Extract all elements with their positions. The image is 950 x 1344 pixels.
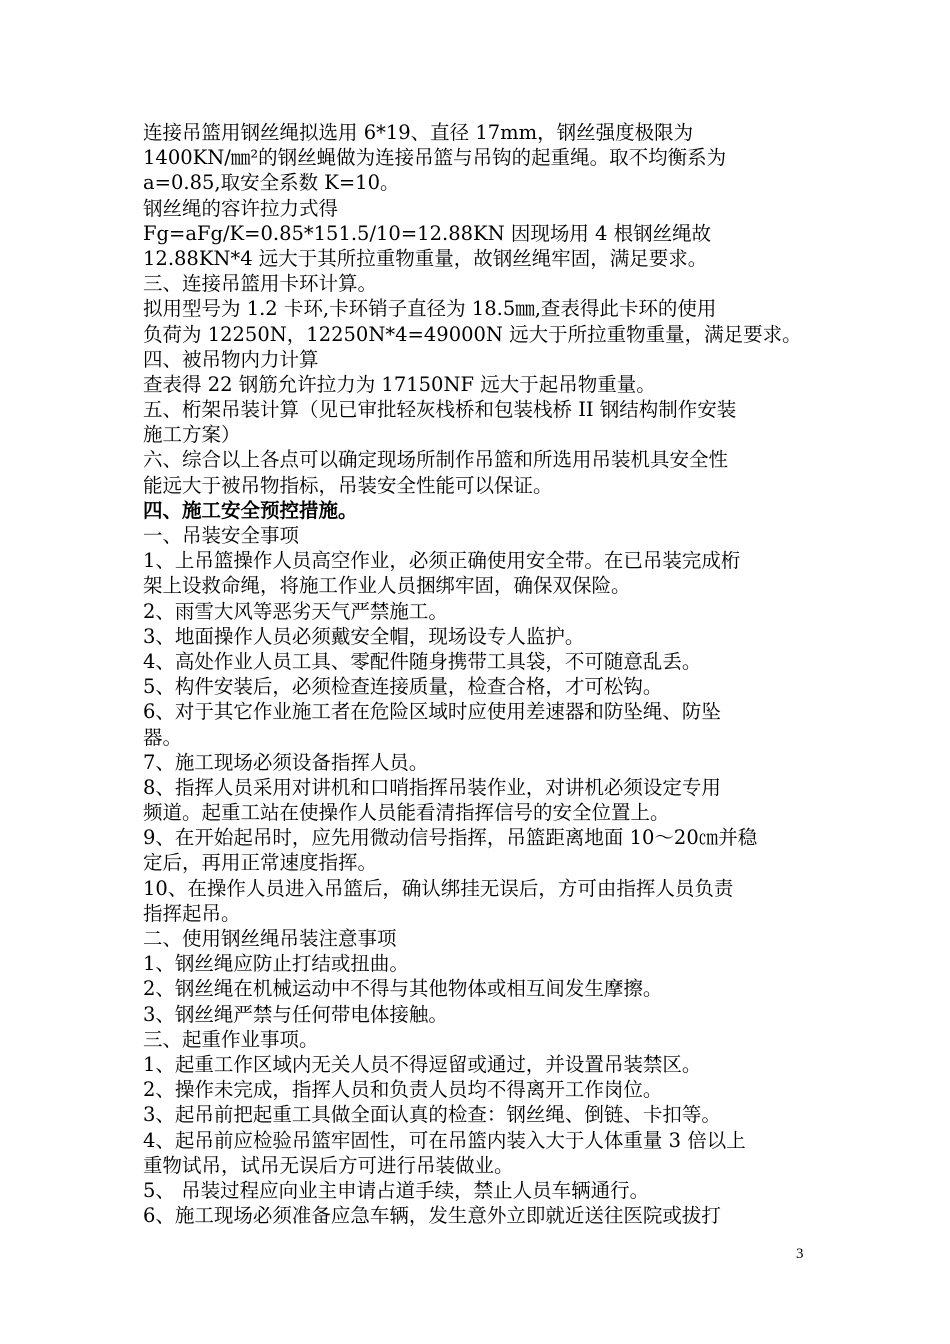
page-number: 3 <box>796 1246 804 1262</box>
text-line: 五、桁架吊装计算（见已审批轻灰栈桥和包装栈桥 II 钢结构制作安装 <box>143 398 737 422</box>
text-line: 4、起吊前应检验吊篮牢固性，可在吊篮内装入大于人体重量 3 倍以上 <box>143 1128 746 1152</box>
text-line: 定后，再用正常速度指挥。 <box>143 851 378 875</box>
text-line: 二、使用钢丝绳吊装注意事项 <box>143 927 397 950</box>
text-line: 10、在操作人员进入吊篮后，确认绑挂无误后，方可由指挥人员负责 <box>143 876 734 900</box>
text-line: a=0.85,取安全系数 K=10。 <box>143 171 400 195</box>
text-line: 三、起重作业事项。 <box>143 1027 319 1051</box>
text-line: 架上设救命绳，将施工作业人员捆绑牢固，确保双保险。 <box>143 574 631 598</box>
text-line: 三、连接吊篮用卡环计算。 <box>143 272 378 296</box>
text-line: 5、构件安装后，必须检查连接质量，检查合格，才可松钩。 <box>143 675 663 699</box>
text-line: 3、地面操作人员必须戴安全帽，现场设专人监护。 <box>143 624 585 648</box>
text-line: 六、综合以上各点可以确定现场所制作吊篮和所选用吊装机具安全性 <box>143 448 729 472</box>
text-line: 钢丝绳的容许拉力式得 <box>143 196 339 220</box>
text-line: 6、对于其它作业施工者在危险区域时应使用差速器和防坠绳、防坠 <box>143 700 721 724</box>
text-line: 5、 吊装过程应向业主申请占道手续，禁止人员车辆通行。 <box>143 1178 650 1202</box>
text-line: 9、在开始起吊时，应先用微动信号指挥，吊篮距离地面 10～20㎝并稳 <box>143 826 758 850</box>
text-line: 四、被吊物内力计算 <box>143 347 319 371</box>
text-line: 2、雨雪大风等恶劣天气严禁施工。 <box>143 599 448 623</box>
text-line: 8、指挥人员采用对讲机和口哨指挥吊装作业，对讲机必须设定专用 <box>143 775 721 799</box>
text-line: 拟用型号为 1.2 卡环,卡环销子直径为 18.5㎜,查表得此卡环的使用 <box>143 297 717 321</box>
text-line: 重物试吊，试吊无误后方可进行吊装做业。 <box>143 1153 514 1177</box>
text-line: 频道。起重工站在使操作人员能看清指挥信号的安全位置上。 <box>143 801 670 825</box>
text-line: 1、上吊篮操作人员高空作业，必须正确使用安全带。在已吊装完成桁 <box>143 549 741 573</box>
text-line: 2、钢丝绳在机械运动中不得与其他物体或相互间发生摩擦。 <box>143 977 663 1001</box>
text-line: 一、吊装安全事项 <box>143 524 300 547</box>
text-line: 4、高处作业人员工具、零配件随身携带工具袋，不可随意乱丢。 <box>143 649 702 673</box>
text-line: 6、施工现场必须准备应急车辆，发生意外立即就近送往医院或拔打 <box>143 1204 721 1228</box>
text-line: 指挥起吊。 <box>143 901 241 925</box>
text-line: 连接吊篮用钢丝绳拟选用 6*19、直径 17mm，钢丝强度极限为 <box>143 121 694 144</box>
text-line: 1、起重工作区域内无关人员不得逗留或通过，并设置吊装禁区。 <box>143 1052 702 1076</box>
text-line: 负荷为 12250N，12250N*4=49000N 远大于所拉重物重量，满足要求。 <box>143 322 802 346</box>
text-line: Fg=aFg/K=0.85*151.5/10=12.88KN 因现场用 4 根钢丝绳故 <box>143 221 712 245</box>
text-line: 施工方案） <box>143 423 241 447</box>
document-body <box>143 120 809 1228</box>
text-line: 3、钢丝绳严禁与任何带电体接触。 <box>143 1002 448 1026</box>
text-line: 查表得 22 钢筋允许拉力为 17150NF 远大于起吊物重量。 <box>143 372 656 396</box>
text-line: 1、钢丝绳应防止打结或扭曲。 <box>143 952 409 976</box>
section-heading: 四、施工安全预控措施。 <box>143 498 358 522</box>
text-line: 器。 <box>143 725 183 749</box>
text-line: 2、操作未完成，指挥人员和负责人员均不得离开工作岗位。 <box>143 1078 663 1102</box>
text-line: 12.88KN*4 远大于其所拉重物重量，故钢丝绳牢固，满足要求。 <box>143 246 708 270</box>
text-line: 7、施工现场必须设备指挥人员。 <box>143 750 429 774</box>
text-line: 3、起吊前把起重工具做全面认真的检查：钢丝绳、倒链、卡扣等。 <box>143 1103 721 1127</box>
text-line: 1400KN/㎜²的钢丝蝇做为连接吊篮与吊钩的起重绳。取不均衡系为 <box>143 146 727 170</box>
text-line: 能远大于被吊物指标，吊装安全性能可以保证。 <box>143 473 553 497</box>
